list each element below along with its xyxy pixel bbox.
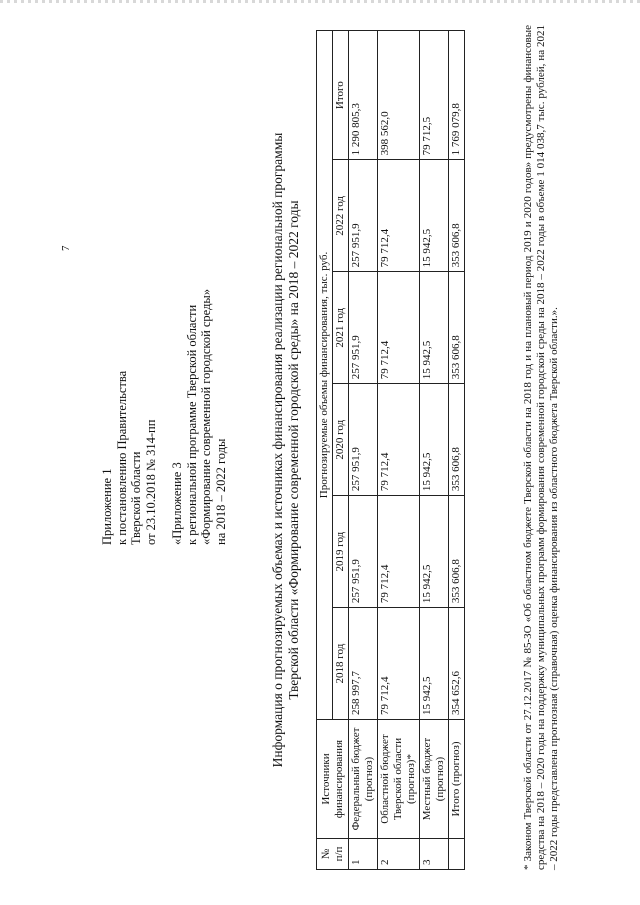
header-year: 2022 год [333,160,349,272]
financing-table [316,30,465,870]
row-value: 15 942,5 [420,272,449,384]
row-value: 257 951,9 [349,384,378,496]
table-row [349,31,378,870]
row-value: 15 942,5 [420,608,449,720]
header-source: Источники финансирования [317,720,349,839]
header-num: № п/п [317,839,349,870]
row-num: 1 [349,839,378,870]
row-value: 79 712,4 [378,272,420,384]
row-source: Итого (прогноз) [449,720,465,839]
row-value: 15 942,5 [420,384,449,496]
row-value: 353 606,8 [449,272,465,384]
row-source: Местный бюджет (прогноз) [420,720,449,839]
title-line-1: Информация о прогнозируемых объемах и источниках финансирования реализации региональной программы [270,132,285,768]
appendix-line: Приложение 1 [100,468,114,545]
appendix-sub-line: «Приложение 3 [170,462,184,545]
appendix-sub-line: к региональной программе Тверской области [184,304,199,545]
document-title [270,35,302,865]
appendix-line: от 23.10.2018 № 314-пп [143,419,158,545]
row-value: 257 951,9 [349,272,378,384]
row-value: 79 712,4 [378,384,420,496]
header-year: 2018 год [333,608,349,720]
row-value: 79 712,4 [378,496,420,608]
row-value: 353 606,8 [449,496,465,608]
header-year: 2021 год [333,272,349,384]
row-num [449,839,465,870]
header-year: 2019 год [333,496,349,608]
row-value: 258 997,7 [349,608,378,720]
row-value: 354 652,6 [449,608,465,720]
row-total: 79 712,5 [420,31,449,160]
appendix-line: Тверской области [129,451,143,545]
appendix-sub-line: «Формирование современной городской среды» [199,288,213,545]
appendix-line: к постановлению Правительства [114,370,129,545]
row-value: 257 951,9 [349,160,378,272]
row-num: 2 [378,839,420,870]
row-value: 79 712,4 [378,608,420,720]
appendix-sub-line: на 2018 – 2022 годы [213,438,228,545]
footnote: * Законом Тверской области от 27.12.2017 № 85-ЗО «Об областном бюджете Тверской области на 2018 год и на плановый период 2019 и 2020 годов» предусмотрены финансовые средства на 2018 – 2020 годы на поддержку муниципальных программ формирования современной городской среды на 2018 – 2022 годы в объеме 1 014 038,7 тыс. рублей, на 2021 – 2022 годы представлена прогнозная (справочная) оценка финансирования из областного бюджета Тверской области.». [522,25,560,870]
header-year: 2020 год [333,384,349,496]
table-row [420,31,449,870]
header-group: Прогнозируемые объемы финансирования, тыс. руб. [317,31,333,720]
row-total: 1 769 079,8 [449,31,465,160]
row-value: 15 942,5 [420,496,449,608]
row-value: 353 606,8 [449,160,465,272]
row-value: 15 942,5 [420,160,449,272]
title-line-2: Тверской области «Формирование современной городской среды» на 2018 – 2022 годы [286,200,301,700]
table-row-total [449,31,465,870]
row-total: 1 290 805,3 [349,31,378,160]
row-source: Федеральный бюджет (прогноз) [349,720,378,839]
row-total: 398 562,0 [378,31,420,160]
page-number: 7 [60,245,72,251]
row-source: Областной бюджет Тверской области (прогноз)* [378,720,420,839]
row-value: 79 712,4 [378,160,420,272]
row-value: 353 606,8 [449,384,465,496]
appendix-header [100,245,228,545]
row-value: 257 951,9 [349,496,378,608]
table-row [378,31,420,870]
row-num: 3 [420,839,449,870]
header-total: Итого [333,31,349,160]
